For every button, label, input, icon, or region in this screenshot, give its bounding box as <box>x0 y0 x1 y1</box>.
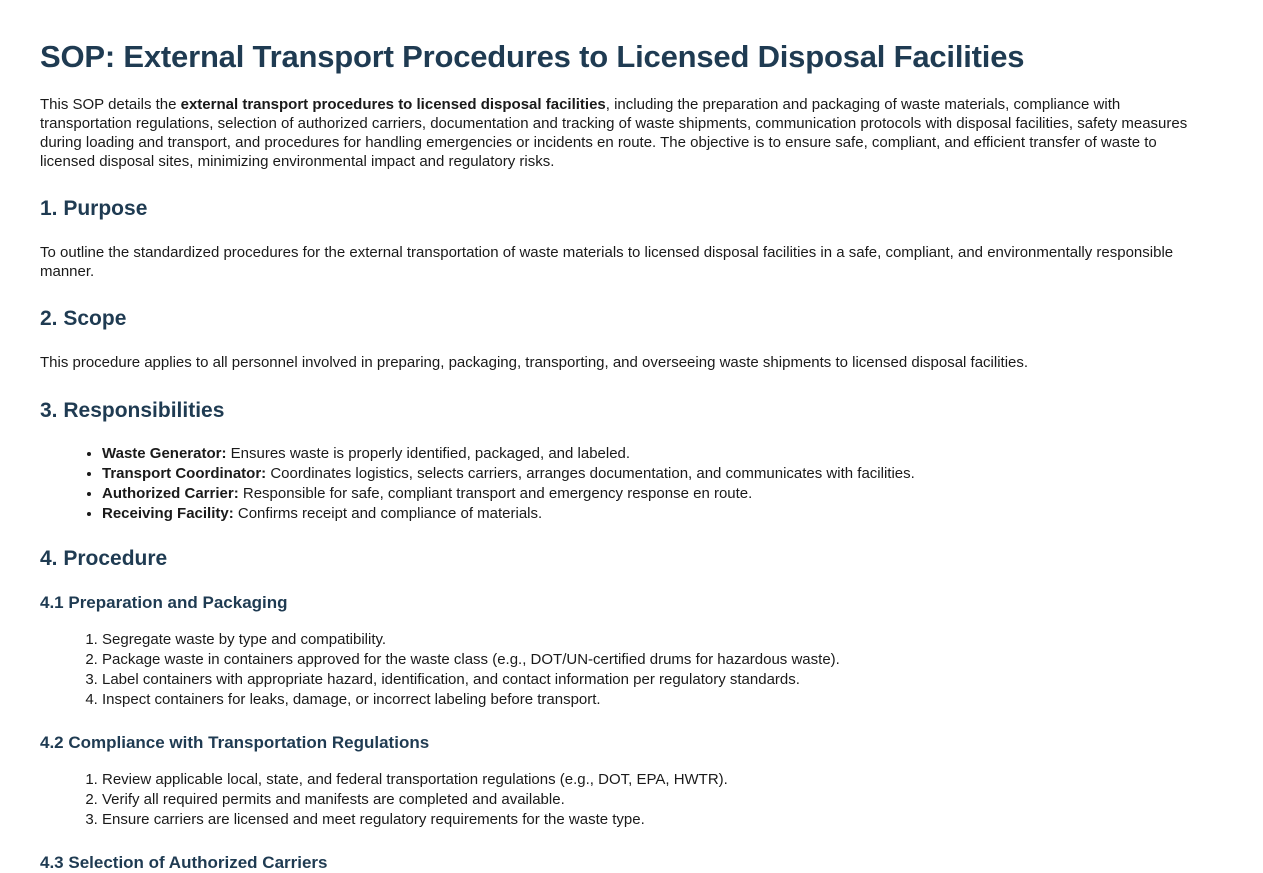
responsibility-role: Transport Coordinator: <box>102 464 267 482</box>
section-heading-procedure: 4. Procedure <box>40 546 168 570</box>
responsibility-text: Ensures waste is properly identified, packaged, and labeled. <box>226 444 631 462</box>
responsibilities-list <box>40 445 1223 523</box>
list-item <box>102 485 1223 503</box>
procedure-steps-4-1 <box>40 631 1223 709</box>
responsibility-role: Authorized Carrier: <box>102 484 239 502</box>
section-heading-scope: 2. Scope <box>40 307 127 331</box>
list-item: 1. Segregate waste by type and compatibility. <box>102 631 1223 649</box>
responsibility-text: Responsible for safe, compliant transport and emergency response en route. <box>238 484 753 502</box>
list-item: 2. Verify all required permits and manifests are completed and available. <box>102 791 1223 809</box>
responsibility-text: Confirms receipt and compliance of materials. <box>233 504 543 522</box>
procedure-steps-4-2 <box>40 771 1223 829</box>
section-body-purpose: To outline the standardized procedures for the external transportation of waste materials to licensed disposal facilities in a safe, compliant, and environmentally responsible manner. <box>40 244 1174 281</box>
list-item <box>102 505 1223 523</box>
subsection-heading-4-1: 4.1 Preparation and Packaging <box>40 592 288 612</box>
section-heading-purpose: 1. Purpose <box>40 197 148 221</box>
responsibility-text: Coordinates logistics, selects carriers, arranges documentation, and communicates with facilities. <box>266 464 915 482</box>
section-body-scope: This procedure applies to all personnel involved in preparing, packaging, transporting, and overseeing waste shipments to licensed disposal facilities. <box>40 354 1029 372</box>
responsibility-role: Waste Generator: <box>102 444 227 462</box>
page-title: SOP: External Transport Procedures to Licensed Disposal Facilities <box>40 39 1025 74</box>
subsection-heading-4-2: 4.2 Compliance with Transportation Regulations <box>40 732 430 752</box>
responsibility-role: Receiving Facility: <box>102 504 234 522</box>
list-item: 3. Ensure carriers are licensed and meet regulatory requirements for the waste type. <box>102 811 1223 829</box>
list-item: 4. Inspect containers for leaks, damage, or incorrect labeling before transport. <box>102 691 1223 709</box>
list-item: 2. Package waste in containers approved for the waste class (e.g., DOT/UN-certified drums for hazardous waste). <box>102 651 1223 669</box>
intro-before-bold: This SOP details the <box>40 96 181 114</box>
intro-after-bold: , including the preparation and packaging of waste materials, compliance with transportation regulations, selection of authorized carriers, documentation and tracking of waste shipments, communication protocols with disposal facilities, safety measures during loading and transport, and procedures for handling emergencies or incidents en route. The objective is to ensure safe, compliant, and efficient transfer of waste to licensed disposal sites, minimizing environmental impact and regulatory risks. <box>40 96 1188 171</box>
list-item <box>102 445 1223 463</box>
subsection-heading-4-3: 4.3 Selection of Authorized Carriers <box>40 852 328 872</box>
intro-paragraph <box>40 95 1195 171</box>
list-item: 3. Label containers with appropriate hazard, identification, and contact information per regulatory standards. <box>102 671 1223 689</box>
list-item: 1. Review applicable local, state, and federal transportation regulations (e.g., DOT, EPA, HWTR). <box>102 771 1223 789</box>
section-heading-responsibilities: 3. Responsibilities <box>40 398 225 422</box>
intro-bold-phrase: external transport procedures to licensed disposal facilities <box>180 96 606 114</box>
list-item <box>102 465 1223 483</box>
